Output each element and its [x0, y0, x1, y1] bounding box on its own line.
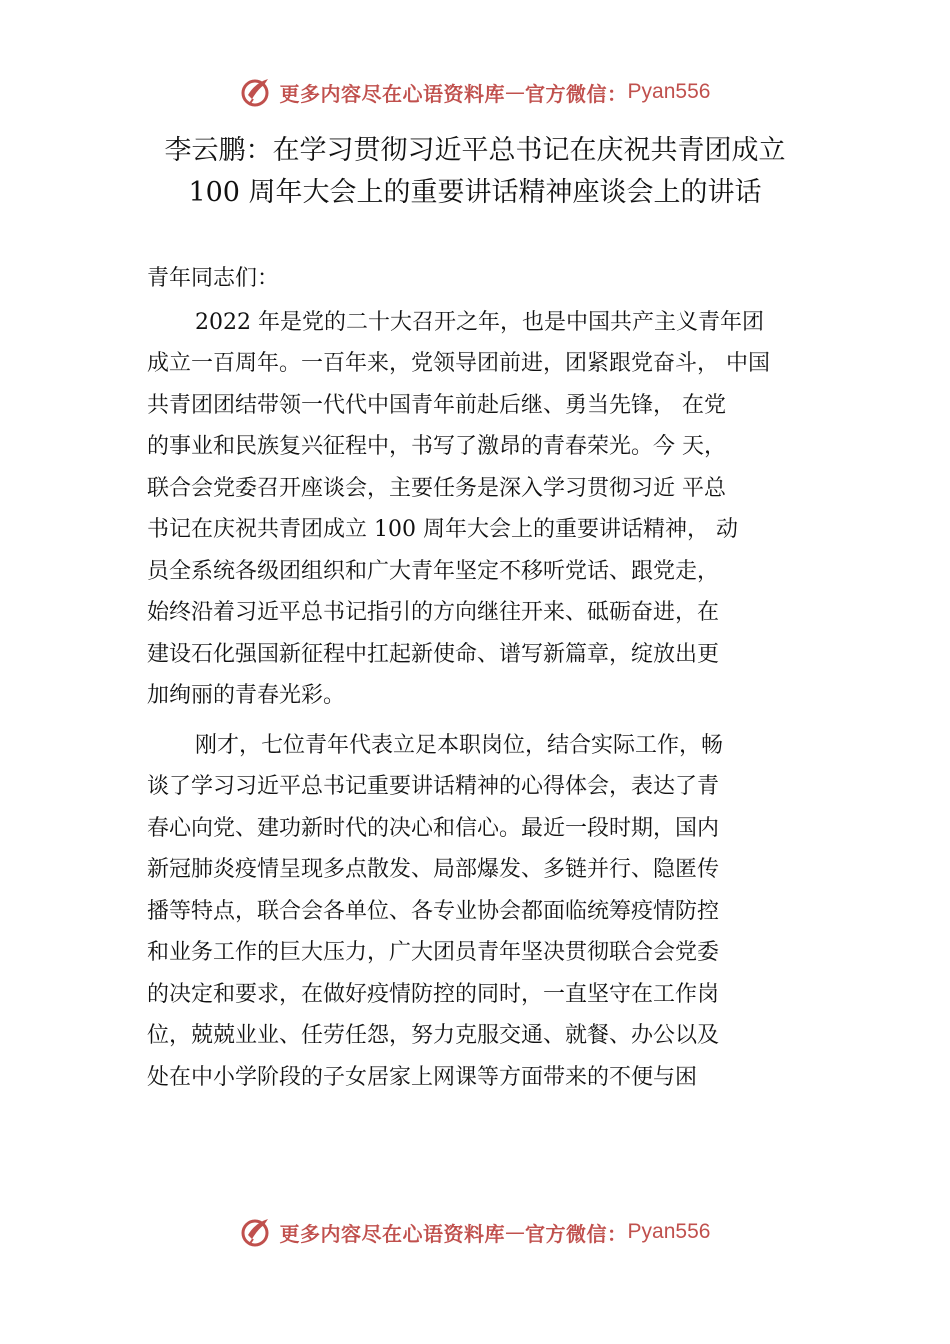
paragraph-line: 联合会党委召开座谈会，主要任务是深入学习贯彻习近 平总 [147, 475, 726, 501]
paragraph-line: 处在中小学阶段的子女居家上网课等方面带来的不便与困 [147, 1064, 698, 1090]
document-body [147, 258, 827, 1106]
title-line-2: 100 周年大会上的重要讲话精神座谈会上的讲话 [188, 177, 762, 208]
paragraph-line: 成立一百周年。一百年来，党领导团前进，团紧跟党奋斗， 中国 [147, 351, 770, 376]
paragraph-line: 的事业和民族复兴征程中，书写了激昂的青春荣光。今 天， [147, 434, 726, 459]
paragraph-line: 新冠肺炎疫情呈现多点散发、局部爆发、多链并行、隐匿传 [147, 857, 720, 882]
watermark-label: 官方微信： [525, 1221, 628, 1246]
watermark-separator: — [505, 1220, 526, 1244]
watermark-separator: — [505, 80, 526, 104]
watermark-id: Pyan556 [627, 80, 711, 103]
watermark-text: 更多内容尽在心语资料库 [279, 1221, 506, 1246]
paragraph-line: 的决定和要求，在做好疫情防控的同时，一直坚守在工作岗 [147, 981, 720, 1007]
paragraph-2 [147, 725, 827, 1099]
paragraph-line: 和业务工作的巨大压力，广大团员青年坚决贯彻联合会党委 [147, 940, 720, 965]
paragraph-line: 位，兢兢业业、任劳任怨，努力克服交通、就餐、办公以及 [147, 1023, 720, 1048]
logo-icon [240, 75, 274, 109]
document-title [0, 130, 950, 214]
footer-watermark [0, 1212, 950, 1252]
paragraph-line: 员全系统各级团组织和广大青年坚定不移听党话、跟党走， [147, 558, 720, 584]
paragraph-1 [147, 302, 827, 717]
watermark-text: 更多内容尽在心语资料库 [279, 81, 506, 106]
paragraph-line: 加绚丽的青春光彩。 [147, 683, 346, 708]
paragraph-line: 刚才，七位青年代表立足本职岗位，结合实际工作，畅 [195, 732, 724, 758]
paragraph-line: 春心向党、建功新时代的决心和信心。最近一段时期，国内 [147, 815, 720, 841]
paragraph-line: 播等特点，联合会各单位、各专业协会都面临统筹疫情防控 [147, 898, 720, 924]
paragraph-line: 2022 年是党的二十大召开之年，也是中国共产主义青年团 [195, 309, 764, 335]
logo-icon [240, 1215, 274, 1249]
paragraph-line: 共青团团结带领一代代中国青年前赴后继、勇当先锋， 在党 [147, 392, 726, 418]
paragraph-line: 谈了学习习近平总书记重要讲话精神的心得体会，表达了青 [147, 774, 720, 799]
paragraph-line: 建设石化强国新征程中扛起新使命、谱写新篇章，绽放出更 [147, 641, 720, 667]
paragraph-line: 始终沿着习近平总书记指引的方向继往开来、砥砺奋进，在 [147, 600, 720, 625]
header-watermark [0, 72, 950, 112]
greeting: 青年同志们： [147, 266, 280, 291]
watermark-id: Pyan556 [627, 1220, 711, 1243]
title-line-1: 李云鹏：在学习贯彻习近平总书记在庆祝共青团成立 [164, 135, 786, 166]
watermark-label: 官方微信： [525, 81, 628, 106]
paragraph-line: 书记在庆祝共青团成立 100 周年大会上的重要讲话精神， 动 [147, 517, 738, 542]
